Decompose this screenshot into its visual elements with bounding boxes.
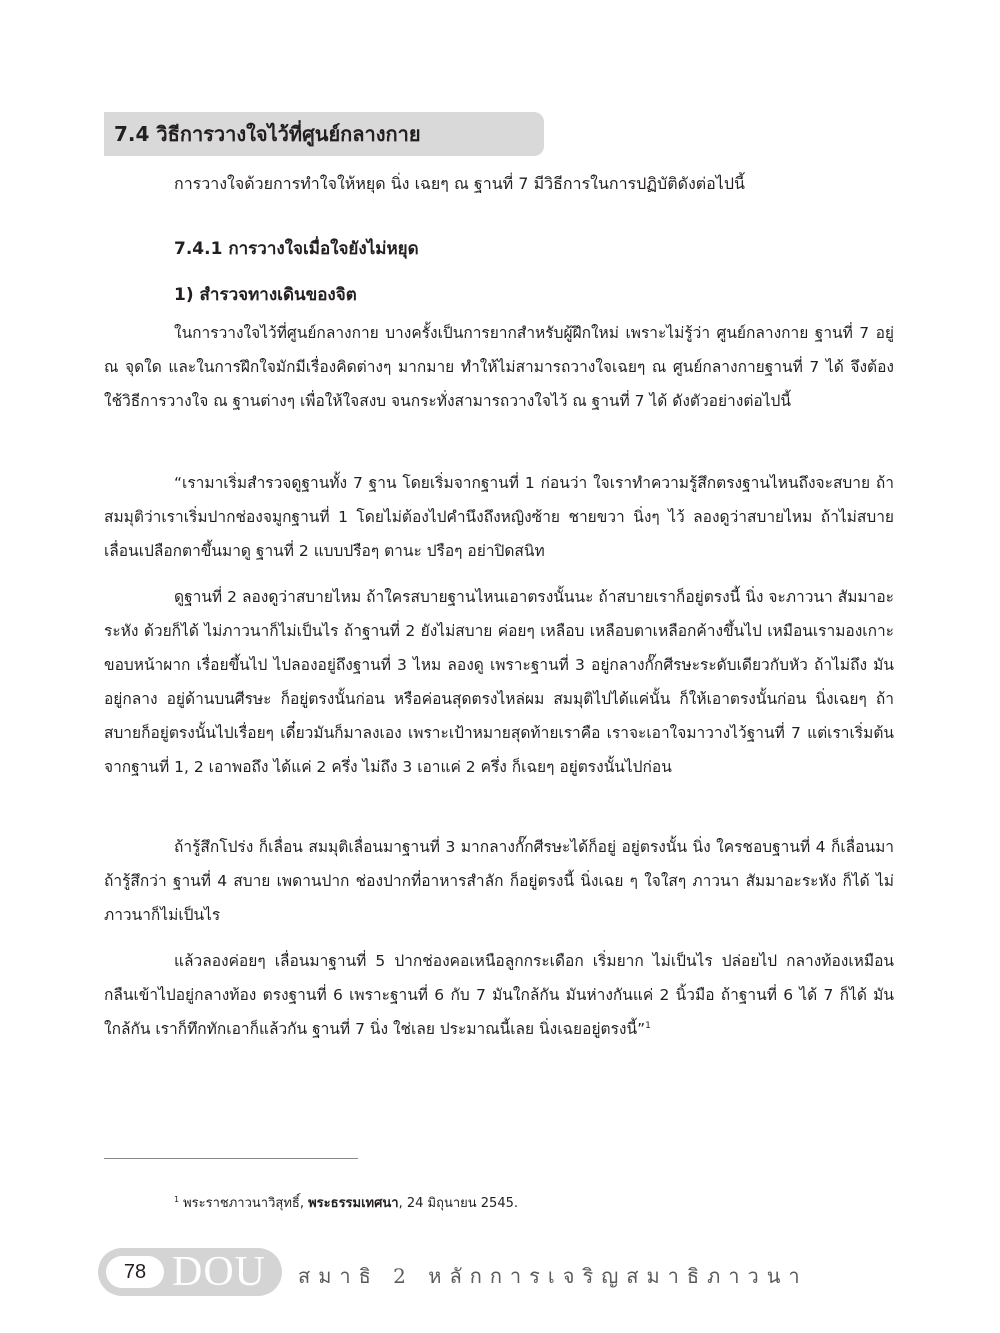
body-paragraph: ในการวางใจไว้ที่ศูนย์กลางกาย บางครั้งเป็นการยากสำหรับผู้ฝึกใหม่ เพราะไม่รู้ว่า ศูนย์กลางกาย ฐานที่ 7 อยู่ ณ จุดใด และในการฝึกใจมักมีเรื่องคิดต่างๆ มากมาย ทำให้ไม่สามารถวางใจเฉยๆ ณ ศูนย์กลางกายฐานที่ 7 ได้ จึงต้องใช้วิธีการวางใจ ณ ฐานต่างๆ เพื่อให้ใจสงบ จนกระทั่งสามารถวางใจไว้ ณ ฐานที่ 7 ได้ ดังตัวอย่างต่อไปนี้ [104, 324, 894, 410]
footnote-divider [104, 1158, 358, 1159]
body-paragraph: ดูฐานที่ 2 ลองดูว่าสบายไหม ถ้าใครสบายฐานไหนเอาตรงนั้นนะ ถ้าสบายเราก็อยู่ตรงนี้ นิ่ง จะภาวนา สัมมาอะระหัง ด้วยก็ได้ ไม่ภาวนาก็ไม่เป็นไร ถ้าฐานที่ 2 ยังไม่สบาย ค่อยๆ เหลือบ เหลือบตาเหลือกค้างขึ้นไป เหมือนเรามองเกาะขอบหน้าผาก เรื่อยขึ้นไป ไปลองอยู่ถึงฐานที่ 3 ไหม ลองดู เพราะฐานที่ 3 อยู่กลางกั๊กศีรษะระดับเดียวกับหัว ถ้าไม่ถึง มันอยู่กลาง อยู่ด้านบนศีรษะ ก็อยู่ตรงนั้นก่อน หรือค่อนสุดตรงไหล่ผม สมมุติไปได้แค่นั้น ก็ให้เอาตรงนั้นก่อน นิ่งเฉยๆ ถ้าสบายก็อยู่ตรงนั้นไปเรื่อยๆ เดี๋ยวมันก็มาลงเอง เพราะเป้าหมายสุดท้ายเราคือ เราจะเอาใจมาวางไว้ฐานที่ 7 แต่เราเริ่มต้นจากฐานที่ 1, 2 เอาพอถึง ได้แค่ 2 ครึ่ง ไม่ถึง 3 เอาแค่ 2 ครึ่ง ก็เฉยๆ อยู่ตรงนั้นไปก่อน [104, 588, 894, 776]
intro-paragraph: การวางใจด้วยการทำใจให้หยุด นิ่ง เฉยๆ ณ ฐานที่ 7 มีวิธีการในการปฏิบัติดังต่อไปนี้ [174, 174, 745, 193]
dou-logo: DOU [172, 1249, 266, 1295]
item-title: 1) สำรวจทางเดินของจิต [174, 285, 357, 305]
section-header-bar [104, 112, 544, 156]
footnote-author: พระราชภาวนาวิสุทธิ์, [183, 1196, 304, 1211]
footnote-title: พระธรรมเทศนา [308, 1196, 399, 1211]
body-paragraph: แล้วลองค่อยๆ เลื่อนมาฐานที่ 5 ปากช่องคอเหนือลูกกระเดือก เริ่มยาก ไม่เป็นไร ปล่อยไป กลางท้องเหมือนกลืนเข้าไปอยู่กลางท้อง ตรงฐานที่ 6 เพราะฐานที่ 6 กับ 7 มันใกล้กัน มันห่างกันแค่ 2 นิ้วมือ ถ้าฐานที่ 6 ได้ 7 ก็ได้ มันใกล้กัน เราก็ทึกทักเอาก็แล้วกัน ฐานที่ 7 นิ่ง ใช่เลย ประมาณนี้เลย นิ่งเฉยอยู่ตรงนี้”$^1$ [104, 952, 894, 1038]
footnote-number: 1 [174, 1194, 180, 1204]
footnote-reference[interactable]: 1 [645, 1020, 651, 1031]
subsection-title: 7.4.1 การวางใจเมื่อใจยังไม่หยุด [174, 239, 419, 259]
section-title: 7.4 วิธีการวางใจไว้ที่ศูนย์กลางกาย [114, 122, 421, 146]
footnote-date: , 24 มิถุนายน 2545. [398, 1196, 518, 1211]
page-number: 78 [106, 1256, 164, 1288]
running-title: สมาธิ 2 หลักการเจริญสมาธิภาวนา [298, 1264, 808, 1288]
body-paragraph: “เรามาเริ่มสำรวจดูฐานทั้ง 7 ฐาน โดยเริ่มจากฐานที่ 1 ก่อนว่า ใจเราทำความรู้สึกตรงฐานไหนถึงจะสบาย ถ้าสมมุติว่าเราเริ่มปากช่องจมูกฐานที่ 1 โดยไม่ต้องไปคำนึงถึงหญิงซ้าย ชายขวา นิ่งๆ ไว้ ลองดูว่าสบายไหม ถ้าไม่สบาย เลื่อนเปลือกตาขึ้นมาดู ฐานที่ 2 แบบปรือๆ ตานะ ปรือๆ อย่าปิดสนิท [104, 474, 894, 560]
footnote [174, 1192, 518, 1213]
body-paragraph: ถ้ารู้สึกโปร่ง ก็เลื่อน สมมุติเลื่อนมาฐานที่ 3 มากลางกั๊กศีรษะได้ก็อยู่ อยู่ตรงนั้น นิ่ง ใครชอบฐานที่ 4 ก็เลื่อนมา ถ้ารู้สึกว่า ฐานที่ 4 สบาย เพดานปาก ช่องปากที่อาหารสำลัก ก็อยู่ตรงนี้ นิ่งเฉย ๆ ใจใสๆ ภาวนา สัมมาอะระหัง ก็ได้ ไม่ภาวนาก็ไม่เป็นไร [104, 838, 894, 924]
